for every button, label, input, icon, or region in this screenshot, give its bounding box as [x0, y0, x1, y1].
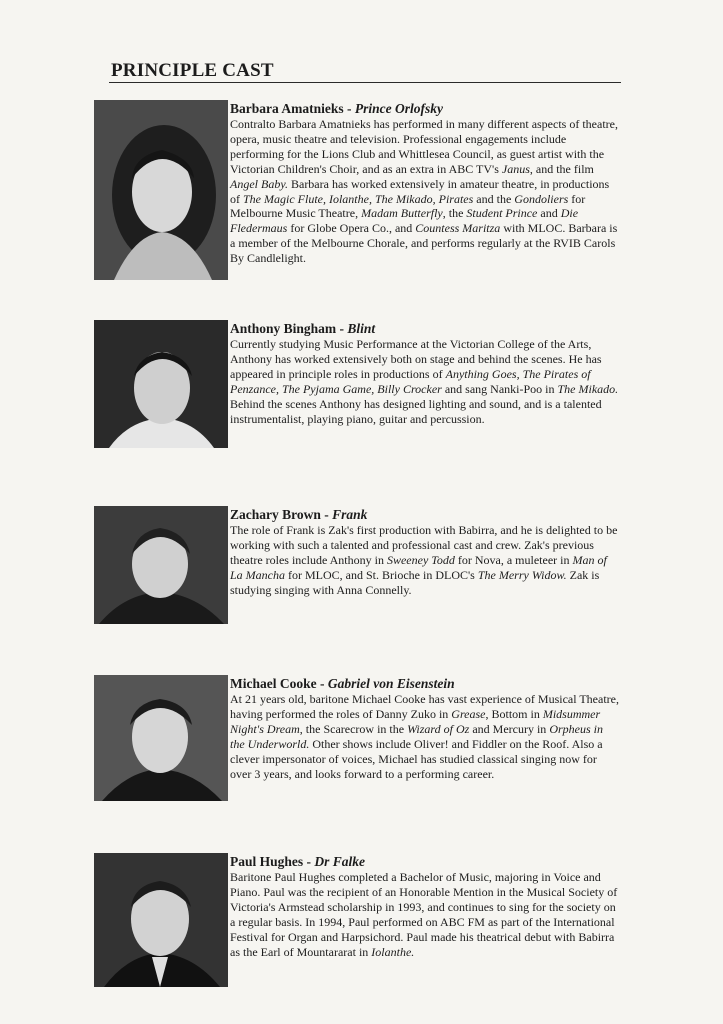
- bio-title-run: Grease: [451, 706, 486, 721]
- bio-title-run: Iolanthe.: [371, 944, 415, 959]
- cast-text: [230, 506, 620, 598]
- bio-text-run: , the: [442, 206, 467, 221]
- bio-text-run: and sang Nanki-Poo in: [441, 381, 558, 396]
- bio-text-run: for MLOC, and St. Brioche in DLOC's: [285, 567, 478, 582]
- cast-bio: [230, 523, 620, 598]
- cast-bio: [230, 692, 620, 781]
- bio-title-run: The Merry Widow.: [477, 567, 567, 582]
- bio-title-run: Countess Maritza: [415, 221, 501, 236]
- bio-title-run: Wizard of Oz: [407, 721, 470, 736]
- cast-name: Michael Cooke: [230, 676, 317, 691]
- cast-name: Paul Hughes: [230, 854, 304, 869]
- bio-text-run: for Globe Opera Co., and: [287, 221, 416, 236]
- bio-title-run: Sweeney Todd: [386, 552, 455, 567]
- cast-text: [230, 853, 620, 959]
- cast-photo: [94, 100, 228, 280]
- bio-title-run: The Magic Flute, Iolanthe, The Mikado, Pirates: [243, 191, 474, 206]
- cast-name-line: Anthony Bingham - Blint: [230, 321, 376, 336]
- bio-title-run: Gondoliers: [514, 191, 569, 206]
- cast-name: Anthony Bingham: [230, 321, 337, 336]
- bio-title-run: Student Prince: [466, 206, 538, 221]
- bio-text-run: Baritone Paul Hughes completed a Bachelor of Music, majoring in Voice and Piano. Paul was the recipient of an Honorable Mention in the Musical Society of Victoria's Armstead scholarship in 1993, and continues to sing for the society on a regular basis. In 1994, Paul performed on ABC FM as part of the International Festival for Organ and Harpsichord. Paul made his theatrical debut with Babirra as the Earl of Mountararat in: [230, 870, 618, 959]
- bio-text-run: and: [537, 206, 561, 221]
- bio-text-run: and the: [473, 191, 515, 206]
- bio-title-run: Angel Baby.: [230, 176, 288, 191]
- bio-title-run: Madam Butterfly: [361, 206, 443, 221]
- bio-text-run: The role of Frank is Zak's first production with Babirra, and he is delighted to be working with such a talented and professional cast and crew. Zak's previous theatre roles include Anthony in: [230, 523, 618, 567]
- bio-text-run: with MLOC. Barbara is a member of the Melbourne Chorale, and performs regularly at the RVIB Carols By Candlelight.: [230, 221, 618, 266]
- bio-text-run: At 21 years old, baritone Michael Cooke has vast experience of Musical Theatre, having performed the roles of Danny Zuko in: [230, 692, 619, 721]
- cast-role: Frank: [332, 507, 368, 522]
- bio-title-run: Orpheus in the Underworld.: [230, 721, 603, 751]
- cast-name-line: Michael Cooke - Gabriel von Eisenstein: [230, 676, 455, 691]
- cast-name: Barbara Amatnieks: [230, 101, 344, 116]
- bio-text-run: for Melbourne Music Theatre,: [230, 191, 586, 221]
- bio-text-run: Currently studying Music Performance at the Victorian College of the Arts, Anthony has worked extensively both on stage and behind the scenes. He has appeared in principle roles in productions of: [230, 337, 602, 381]
- bio-text-run: , and the film: [529, 161, 594, 176]
- cast-name-line: Zachary Brown - Frank: [230, 507, 368, 522]
- cast-text: [230, 320, 620, 426]
- cast-role: Blint: [347, 321, 376, 336]
- bio-text-run: , the Scarecrow in the: [299, 721, 408, 736]
- bio-text-run: for Nova, a muleteer in: [454, 552, 573, 567]
- bio-text-run: Contralto Barbara Amatnieks has performed in many different aspects of theatre, opera, music theatre and television. Professional engagements include performing for the Lions Club and Whittlesea Council, as guest artist with the Victorian Children's Choir, and as an extra in ABC TV's: [230, 117, 618, 176]
- bio-text-run: and Mercury in: [469, 721, 550, 736]
- cast-name-line: Barbara Amatnieks - Prince Orlofsky: [230, 101, 444, 116]
- cast-photo: [94, 675, 228, 801]
- bio-text-run: Behind the scenes Anthony has designed lighting and sound, and is a talented instrumentalist, playing piano, guitar and percussion.: [230, 396, 602, 426]
- bio-text-run: Other shows include Oliver! and Fiddler on the Roof. Also a clever impersonator of voices, Michael has studied classical singing now for over 3 years, and looks forward to a performing career.: [230, 736, 603, 781]
- bio-text-run: Zak is studying singing with Anna Connelly.: [230, 567, 600, 597]
- cast-text: [230, 675, 620, 781]
- bio-title-run: Midsummer Night's Dream: [230, 706, 601, 736]
- cast-bio: [230, 337, 620, 426]
- cast-bio: [230, 117, 620, 266]
- bio-text-run: Barbara has worked extensively in amateur theatre, in productions of: [230, 176, 610, 206]
- bio-title-run: Man of La Mancha: [230, 552, 607, 582]
- bio-title-run: The Mikado.: [557, 381, 619, 396]
- cast-name-line: Paul Hughes - Dr Falke: [230, 854, 366, 869]
- bio-text-run: , Bottom in: [485, 706, 543, 721]
- cast-role: Gabriel von Eisenstein: [327, 676, 455, 691]
- bio-title-run: Anything Goes, The Pirates of Penzance, The Pyjama Game, Billy Crocker: [230, 366, 591, 396]
- title-rule: [109, 82, 621, 83]
- cast-photo: [94, 506, 228, 624]
- cast-name: Zachary Brown: [230, 507, 321, 522]
- page-title: PRINCIPLE CAST: [111, 60, 274, 81]
- bio-title-run: Janus: [501, 161, 530, 176]
- bio-title-run: Die Fledermaus: [230, 206, 579, 236]
- cast-photo: [94, 320, 228, 448]
- cast-photo: [94, 853, 228, 987]
- cast-role: Prince Orlofsky: [354, 101, 444, 116]
- cast-text: [230, 100, 620, 266]
- cast-bio: [230, 870, 620, 959]
- cast-role: Dr Falke: [314, 854, 366, 869]
